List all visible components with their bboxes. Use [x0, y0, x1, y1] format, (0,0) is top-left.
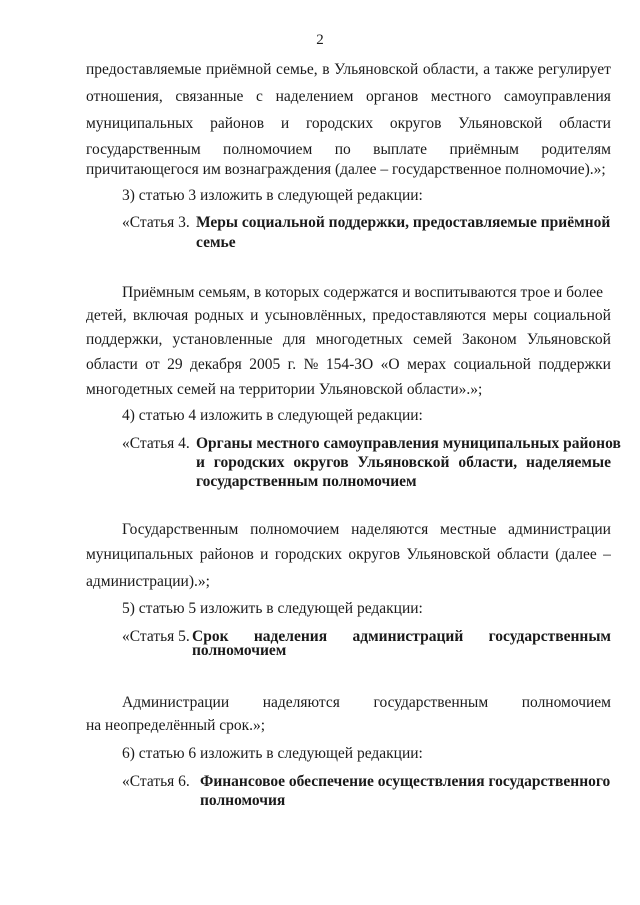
- word: социальной: [453, 356, 531, 373]
- word: выплате: [373, 141, 428, 158]
- word: 2005: [249, 356, 281, 373]
- word: администрации: [508, 521, 611, 538]
- para1-line3: [86, 115, 611, 133]
- word: г.: [287, 356, 297, 373]
- word: по: [334, 141, 351, 158]
- word: многодетных: [315, 331, 403, 348]
- article6-title-line2: полномочия: [200, 792, 286, 809]
- para3-line3: [86, 331, 611, 349]
- article4-title-line1: Органы местного самоуправления муниципальных районов: [196, 435, 621, 452]
- para1-line5: причитающегося им вознаграждения (далее – государственное полномочие).»;: [86, 161, 606, 178]
- article3-title-line1: Меры социальной поддержки, предоставляемые приёмной: [196, 214, 611, 231]
- word: администраций: [352, 628, 464, 645]
- word: наделения: [253, 628, 328, 645]
- word: и: [260, 546, 269, 563]
- word: наделяемые: [526, 454, 611, 471]
- word: мерах: [407, 356, 447, 373]
- para1-line4: [86, 141, 611, 159]
- word: наделяются: [351, 521, 429, 538]
- word: с: [256, 88, 263, 105]
- word: полномочием: [521, 694, 611, 711]
- word: городских: [305, 115, 374, 132]
- word: поддержки,: [86, 331, 163, 348]
- word: Срок: [192, 628, 229, 645]
- word: городских: [213, 454, 285, 471]
- word: №: [303, 356, 319, 373]
- word: а: [483, 61, 491, 78]
- para1-line1: [86, 61, 611, 79]
- word: –: [603, 546, 611, 563]
- word: родных: [194, 307, 244, 324]
- word: области: [559, 115, 611, 132]
- para4-line3: администрации).»;: [86, 573, 210, 590]
- para3-line4: [86, 356, 611, 374]
- word: (далее: [555, 546, 597, 563]
- para3-line2: [86, 307, 611, 325]
- word: отношения,: [86, 88, 163, 105]
- word: предоставляются: [372, 307, 487, 324]
- word: области: [496, 546, 549, 563]
- word: государственным: [488, 628, 611, 645]
- item-3: 3) статью 3 изложить в следующей редакции:: [122, 187, 423, 204]
- word: приёмной: [206, 61, 272, 78]
- word: местные: [440, 521, 497, 538]
- word: Администрации: [122, 694, 230, 711]
- word: включая: [132, 307, 189, 324]
- word: и: [280, 115, 290, 132]
- word: области,: [458, 454, 518, 471]
- article6-title-line1: Финансовое обеспечение осуществления государственного: [200, 773, 611, 790]
- word: округов: [389, 115, 442, 132]
- word: Ульяновской: [458, 115, 543, 132]
- article3-prefix: «Статья 3.: [122, 214, 190, 231]
- article3-title-line2: семье: [196, 234, 236, 251]
- word: меры: [492, 307, 528, 324]
- word: муниципальных: [86, 115, 194, 132]
- word: Ульяновской: [357, 454, 450, 471]
- article6-prefix: «Статья 6.: [122, 773, 190, 790]
- article4-title-line2: [196, 453, 611, 472]
- para4-line1: [122, 521, 611, 539]
- word: Ульяновской: [334, 61, 419, 78]
- para5-line2: на неопределённый срок.»;: [86, 717, 266, 734]
- word: государственным: [373, 694, 489, 711]
- para3-line5: многодетных семей на территории Ульяновской области».»;: [86, 381, 483, 398]
- word: Государственным: [122, 521, 239, 538]
- word: и: [250, 307, 259, 324]
- word: наделяются: [262, 694, 340, 711]
- word: Ульяновской: [406, 546, 491, 563]
- word: от: [145, 356, 160, 373]
- item-6: 6) статью 6 изложить в следующей редакции:: [122, 745, 423, 762]
- word: предоставляемые: [86, 61, 202, 78]
- word: районов: [199, 546, 254, 563]
- page-number: 2: [316, 32, 324, 48]
- word: округов: [293, 454, 349, 471]
- word: в: [322, 61, 330, 78]
- word: 29: [167, 356, 183, 373]
- word: и: [196, 454, 205, 471]
- word: усыновлённых,: [264, 307, 367, 324]
- word: Ульяновской: [526, 331, 611, 348]
- word: социальной: [533, 307, 611, 324]
- item-5: 5) статью 5 изложить в следующей редакции:: [122, 600, 423, 617]
- word: семей: [412, 331, 452, 348]
- word: самоуправления: [503, 88, 611, 105]
- word: поддержки: [538, 356, 611, 373]
- word: полномочием: [250, 521, 340, 538]
- word: органов: [366, 88, 419, 105]
- word: декабря: [190, 356, 242, 373]
- word: районов: [210, 115, 265, 132]
- word: области,: [422, 61, 479, 78]
- word: для: [282, 331, 306, 348]
- word: городских: [274, 546, 342, 563]
- word: связанные: [175, 88, 244, 105]
- word: родителям: [541, 141, 611, 158]
- word: детей,: [86, 307, 127, 324]
- article4-title-line3: государственным полномочием: [196, 473, 417, 490]
- word: приёмным: [449, 141, 519, 158]
- word: Законом: [462, 331, 517, 348]
- word: полномочием: [223, 141, 313, 158]
- word: муниципальных: [86, 546, 194, 563]
- word: округов: [348, 546, 401, 563]
- item-4: 4) статью 4 изложить в следующей редакции:: [122, 407, 423, 424]
- article4-prefix: «Статья 4.: [122, 435, 190, 452]
- word: местного: [430, 88, 492, 105]
- word: 154-ЗО: [325, 356, 374, 373]
- word: государственным: [86, 141, 201, 158]
- para3-line1: Приёмным семьям, в которых содержатся и воспитываются трое и более: [122, 284, 604, 301]
- word: установленные: [172, 331, 273, 348]
- article5-title-line2: полномочием: [192, 642, 287, 659]
- word: также: [494, 61, 534, 78]
- word: области: [86, 356, 138, 373]
- article5-prefix: «Статья 5.: [122, 628, 190, 645]
- para5-line1: [122, 694, 611, 712]
- word: регулирует: [538, 61, 611, 78]
- para1-line2: [86, 88, 611, 106]
- para4-line2: [86, 546, 611, 564]
- word: «О: [380, 356, 400, 373]
- word: семье,: [276, 61, 318, 78]
- word: наделением: [275, 88, 354, 105]
